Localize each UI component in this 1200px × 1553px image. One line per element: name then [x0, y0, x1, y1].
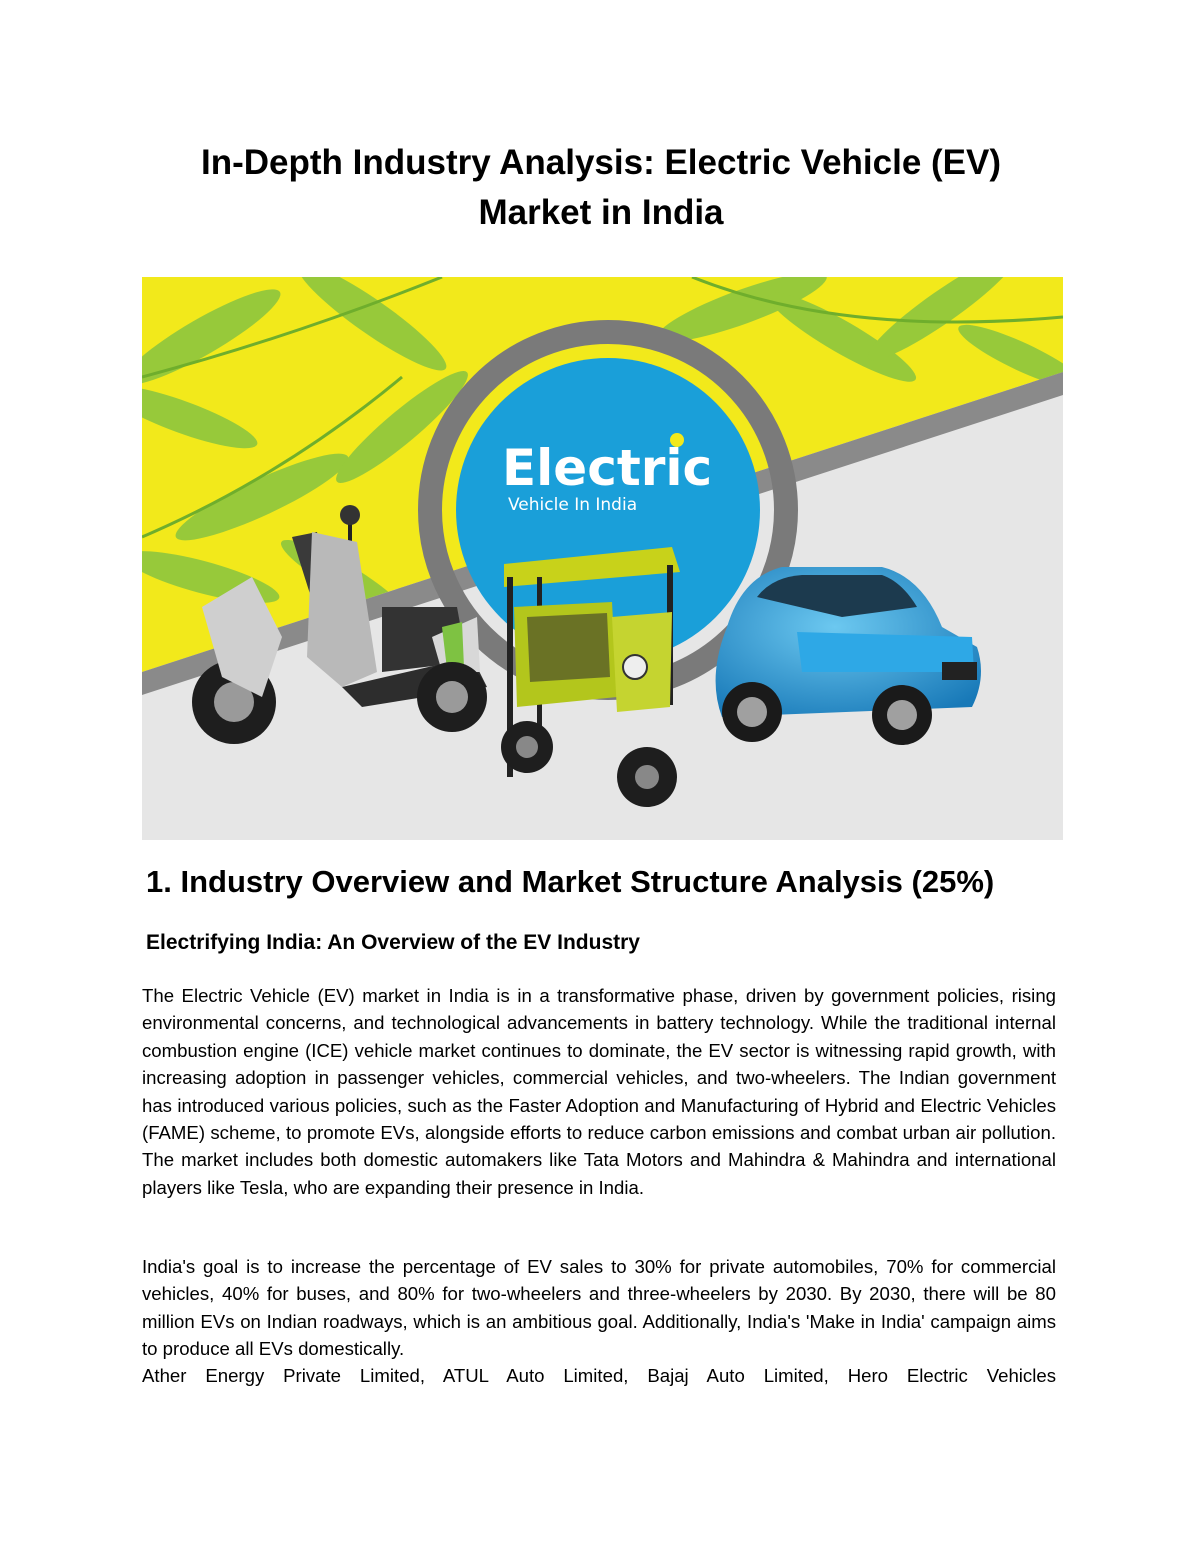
paragraph-1: The Electric Vehicle (EV) market in India is in a transformative phase, driven by government policies, rising environmental concerns, and technological advancements in battery technology. While the traditional internal combustion engine (ICE) vehicle market continues to dominate, the EV sector is witnessing rapid growth, with increasing adoption in passenger vehicles, commercial vehicles, and two-wheelers. The Indian government has introduced various policies, such as the Faster Adoption and Manufacturing of Hybrid and Electric Vehicles (FAME) scheme, to promote EVs, alongside efforts to reduce carbon emissions and combat urban air pollution. The market includes both domestic automakers like Tata Motors and Mahindra & Mahindra and international players like Tesla, who are expanding their presence in India.: [142, 985, 1056, 1198]
paragraph-2: India's goal is to increase the percentage of EV sales to 30% for private automobiles, 70% for commercial vehicles, 40% for buses, and 80% for two-wheelers and three-wheelers by 2030. By 2030, there will be 80 million EVs on Indian roadways, which is an ambitious goal. Additionally, India's 'Make in India' campaign aims to produce all EVs domestically.: [142, 1256, 1056, 1360]
hero-image: [142, 277, 1063, 840]
subsection-heading: Electrifying India: An Overview of the EV Industry: [146, 931, 640, 954]
badge-subtitle: Vehicle In India: [508, 495, 638, 515]
document-title: [140, 138, 1062, 238]
title-line-2: Market in India: [478, 193, 724, 232]
title-line-1: In-Depth Industry Analysis: Electric Vehicle (EV): [200, 143, 1002, 182]
paragraph-3: Ather Energy Private Limited, ATUL Auto Limited, Bajaj Auto Limited, Hero Electric Vehicles: [142, 1365, 1056, 1386]
badge-title: Electric: [502, 439, 713, 497]
section-heading: 1. Industry Overview and Market Structure Analysis (25%): [146, 864, 995, 899]
